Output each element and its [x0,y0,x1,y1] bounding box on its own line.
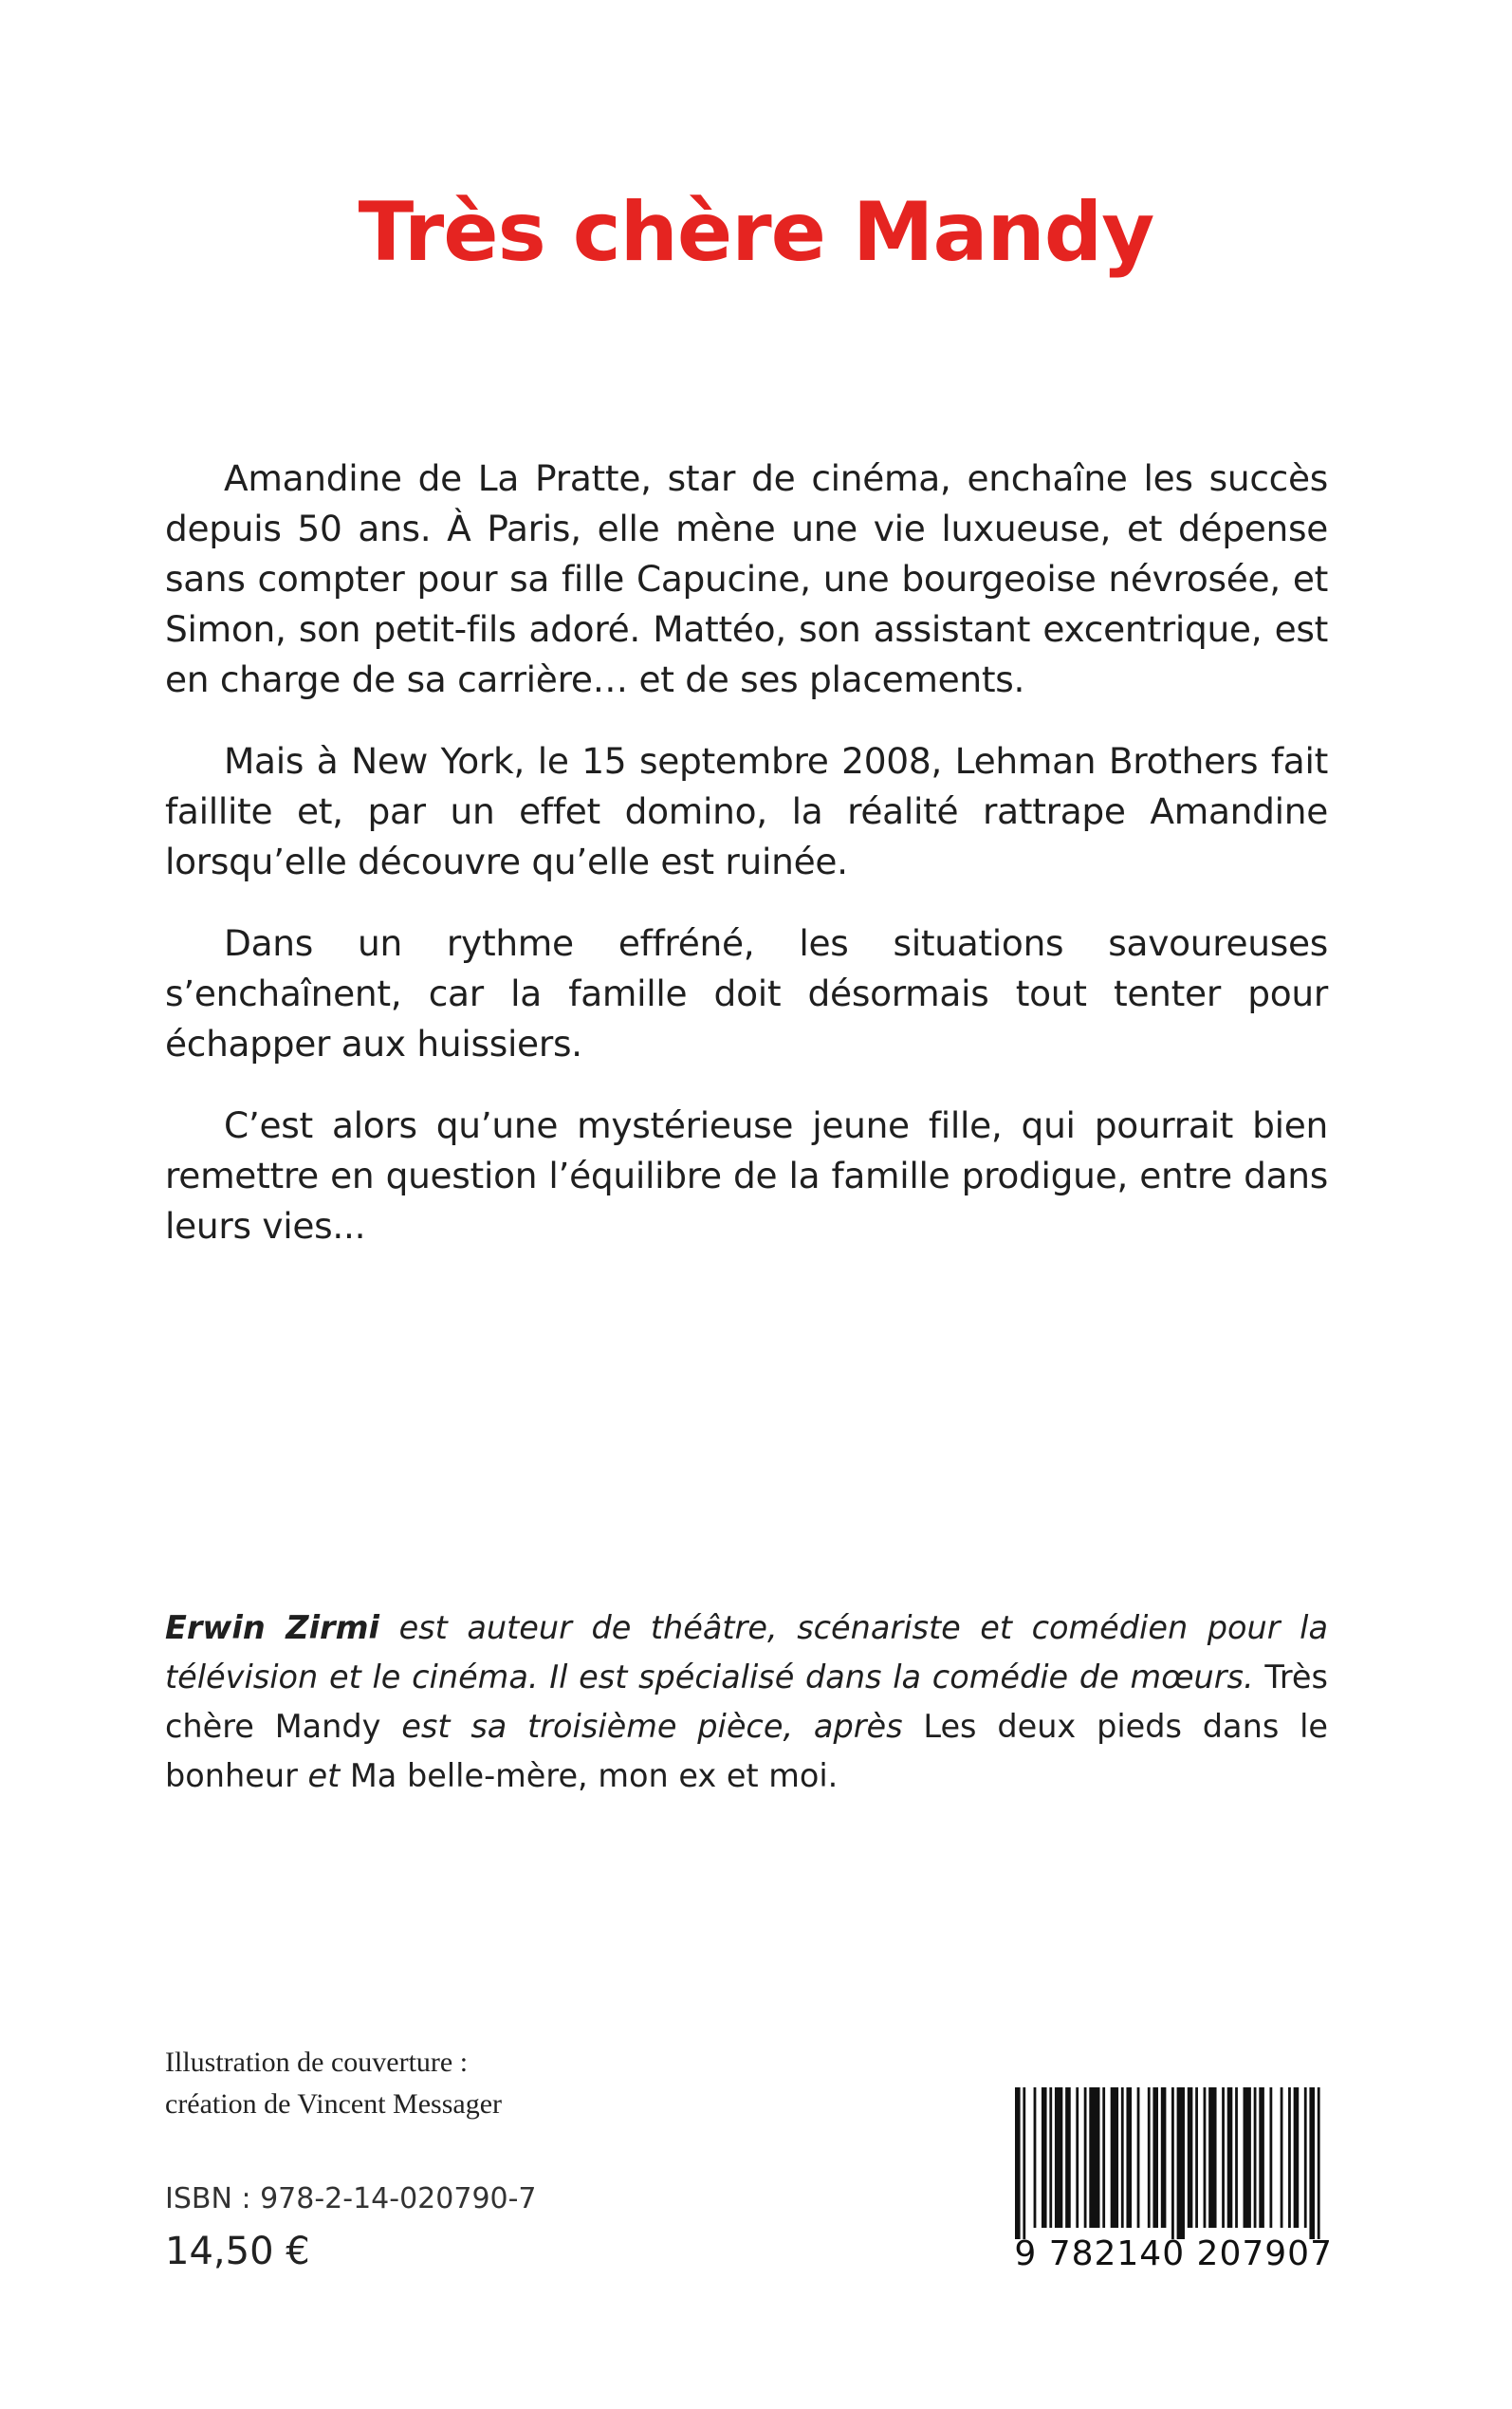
barcode-bar [1015,2087,1021,2239]
previous-work-title: Ma belle-mère, mon ex et moi. [349,1757,839,1794]
previous-work-title: Les deux pieds dans le bonheur [165,1708,1329,1794]
barcode-bar [1111,2087,1118,2228]
book-title-reference: Très chère Mandy [165,1659,1328,1745]
price: 14,50 € [165,2230,310,2273]
barcode-bar [1281,2087,1283,2228]
barcode-bar [1204,2087,1207,2228]
barcode-bar [1259,2087,1264,2228]
barcode-bar [1195,2087,1198,2228]
barcode-bar [1235,2087,1238,2228]
barcode-bar [1161,2087,1167,2228]
barcode-bar [1288,2087,1291,2228]
barcode-bar [1126,2087,1132,2228]
barcode-bar [1318,2087,1320,2239]
synopsis-paragraph: Mais à New York, le 15 septembre 2008, Lehman Brothers fait faillite et, par un effet domino, la réalité rattrape Amandine lorsqu’elle découvre qu’elle est ruinée. [165,740,1328,882]
barcode-bar [1171,2087,1174,2239]
synopsis-paragraph: C’est alors qu’une mystérieuse jeune fille, qui pourrait bien remettre en question l’équilibre de la famille prodigue, entre dans leurs vies... [165,1104,1328,1247]
synopsis-paragraph: Amandine de La Pratte, star de cinéma, enchaîne les succès depuis 50 ans. À Paris, elle mène une vie luxueuse, et dépense sans compter pour sa fille Capucine, une bourgeoise névrosée, et Simon, son petit-fils adoré. Mattéo, son assistant excentrique, est en charge de sa carrière… et de ses placements. [165,457,1328,700]
barcode-bar [1222,2087,1225,2228]
barcode-bar [1227,2087,1233,2228]
barcode-bar [1055,2087,1062,2228]
synopsis-paragraph: Dans un rythme effréné, les situations savoureuses s’enchaînent, car la famille doit désormais tout tenter pour échapper aux huissiers. [165,922,1328,1065]
book-title: Très chère Mandy [358,185,1154,280]
author-bio-text: est auteur de théâtre, scénariste et comédien pour la télévision et le cinéma. Il est spécialisé dans la comédie de mœurs. [165,1609,1328,1696]
barcode-bar [1304,2087,1307,2228]
author-bio [165,1603,1328,1801]
barcode-bar [1152,2087,1158,2228]
author-bio-text: est sa troisième pièce, après [380,1708,924,1745]
author-bio-text: et [297,1757,350,1794]
barcode-bar [1244,2087,1251,2228]
barcode-bars [1015,2087,1328,2239]
credits-line: création de Vincent Messager [165,2088,503,2120]
barcode-bar [1076,2087,1079,2228]
barcode-bar [1034,2087,1037,2228]
barcode-bar [1177,2087,1185,2239]
barcode-bar [1089,2087,1099,2228]
barcode-bar [1208,2087,1216,2228]
barcode-digits: 9 782140 207907 [1014,2234,1333,2273]
barcode-bar [1188,2087,1193,2228]
barcode-bar [1294,2087,1300,2228]
barcode-bar [1084,2087,1087,2228]
barcode-bar [1023,2087,1025,2239]
barcode-bar [1137,2087,1140,2228]
barcode-bar [1148,2087,1151,2228]
synopsis [165,454,1328,1283]
isbn-number: ISBN : 978-2-14-020790-7 [165,2182,537,2215]
barcode-bar [1269,2087,1272,2228]
barcode-bar [1254,2087,1257,2228]
cover-credits [165,2042,502,2125]
barcode-bar [1309,2087,1315,2239]
barcode-bar [1042,2087,1047,2228]
barcode-bar [1049,2087,1052,2228]
author-name: Erwin Zirmi [165,1609,379,1646]
barcode-bar [1065,2087,1071,2228]
credits-line: Illustration de couverture : [165,2047,469,2078]
barcode-bar [1102,2087,1105,2228]
barcode-bar [1121,2087,1124,2228]
